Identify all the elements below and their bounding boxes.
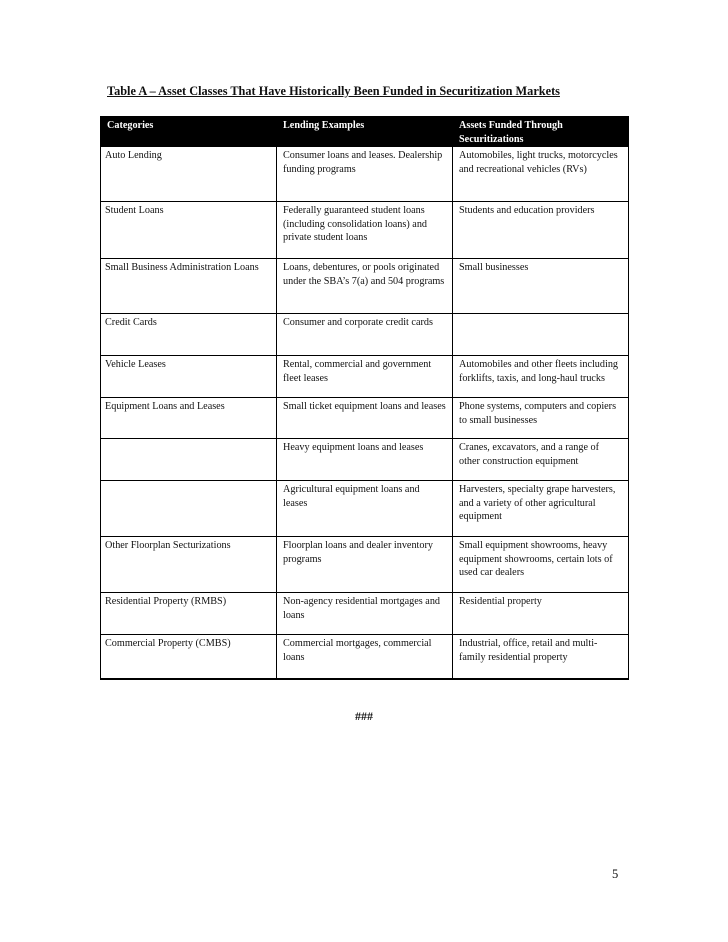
assets-cell: Small equipment showrooms, heavy equipment showrooms, certain lots of used car dealers: [453, 537, 629, 593]
category-cell: Auto Lending: [101, 147, 277, 202]
category-cell: Vehicle Leases: [101, 356, 277, 398]
assets-cell: Phone systems, computers and copiers to small businesses: [453, 398, 629, 439]
assets-cell: Students and education providers: [453, 202, 629, 259]
assets-cell: Residential property: [453, 593, 629, 635]
lending-cell: Small ticket equipment loans and leases: [277, 398, 453, 439]
category-cell: Commercial Property (CMBS): [101, 635, 277, 679]
lending-cell: Consumer and corporate credit cards: [277, 314, 453, 356]
category-cell: Residential Property (RMBS): [101, 593, 277, 635]
lending-cell: Heavy equipment loans and leases: [277, 439, 453, 481]
assets-cell: Cranes, excavators, and a range of other construction equipment: [453, 439, 629, 481]
assets-cell: Industrial, office, retail and multi-family residential property: [453, 635, 629, 679]
table-row: [101, 356, 629, 398]
header-categories: Categories: [101, 117, 277, 147]
assets-cell: Small businesses: [453, 259, 629, 314]
category-cell: [101, 439, 277, 481]
header-assets-funded: Assets Funded Through Securitizations: [453, 117, 629, 147]
end-marker: ###: [355, 709, 373, 723]
table-header-row: [101, 117, 629, 147]
page-number: 5: [612, 867, 619, 881]
asset-classes-table: [100, 116, 629, 680]
table-row: [101, 481, 629, 537]
assets-cell: Automobiles and other fleets including forklifts, taxis, and long-haul trucks: [453, 356, 629, 398]
table-row: [101, 147, 629, 202]
category-cell: Credit Cards: [101, 314, 277, 356]
table-row: [101, 439, 629, 481]
lending-cell: Floorplan loans and dealer inventory programs: [277, 537, 453, 593]
table-row: [101, 537, 629, 593]
lending-cell: Rental, commercial and government fleet leases: [277, 356, 453, 398]
table-row: [101, 398, 629, 439]
category-cell: Equipment Loans and Leases: [101, 398, 277, 439]
assets-cell: [453, 314, 629, 356]
lending-cell: Non-agency residential mortgages and loans: [277, 593, 453, 635]
lending-cell: Agricultural equipment loans and leases: [277, 481, 453, 537]
category-cell: [101, 481, 277, 537]
table-row: [101, 259, 629, 314]
lending-cell: Federally guaranteed student loans (including consolidation loans) and private student loans: [277, 202, 453, 259]
table-row: [101, 635, 629, 679]
category-cell: Small Business Administration Loans: [101, 259, 277, 314]
lending-cell: Loans, debentures, or pools originated under the SBA’s 7(a) and 504 programs: [277, 259, 453, 314]
assets-cell: Harvesters, specialty grape harvesters, and a variety of other agricultural equipment: [453, 481, 629, 537]
lending-cell: Consumer loans and leases. Dealership funding programs: [277, 147, 453, 202]
table-row: [101, 593, 629, 635]
header-lending-examples: Lending Examples: [277, 117, 453, 147]
category-cell: Other Floorplan Secturizations: [101, 537, 277, 593]
lending-cell: Commercial mortgages, commercial loans: [277, 635, 453, 679]
category-cell: Student Loans: [101, 202, 277, 259]
assets-cell: Automobiles, light trucks, motorcycles and recreational vehicles (RVs): [453, 147, 629, 202]
table-row: [101, 314, 629, 356]
table-row: [101, 202, 629, 259]
table-title: Table A – Asset Classes That Have Historically Been Funded in Securitization Markets: [107, 84, 560, 98]
